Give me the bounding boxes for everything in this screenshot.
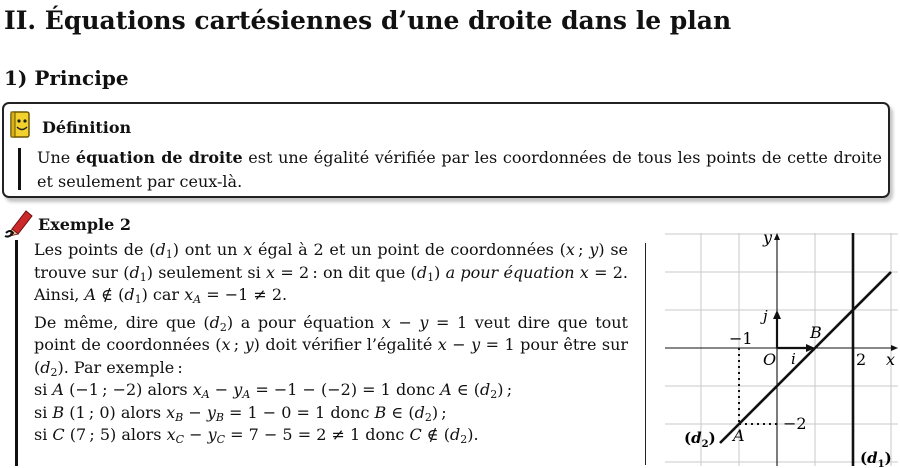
- point-a-label: A: [733, 426, 745, 445]
- example-paragraph-1: Les points de $(d_1)$ ont un x égal à 2 et un point de coordonnées (x ; y) se trouve sur $(d_1)$ seulement si x = 2 : on dit que $(d_1)$ a pour équation x = 2. Ainsi, A ∉ $(d_1)$ car $x_A = -1 \ne 2$.: [34, 240, 629, 306]
- y-axis-label: y: [763, 228, 773, 247]
- definition-bar: [18, 148, 21, 190]
- x-tick-label-2: 2: [856, 350, 867, 369]
- example-paragraph-2: De même, dire que $(d_2)$ a pour équation x − y = 1 veut dire que tout point de coordonnées (x ; y) doit vérifier l’égalité x − y = 1 pour être sur $(d_2)$. Par exemple :: [34, 312, 629, 379]
- line-d1-label: $(d_1)$: [860, 449, 892, 468]
- vector-i-label: i: [791, 350, 796, 368]
- book-icon: [8, 110, 32, 140]
- pencil-icon: [4, 207, 34, 239]
- tick-label-minus-1: −1: [729, 329, 753, 348]
- vector-j-arrowhead: [773, 310, 781, 319]
- example-heading: Exemple 2: [38, 215, 131, 234]
- definition-text-pre: Une: [37, 148, 76, 167]
- x-axis-label: x: [886, 350, 896, 369]
- definition-text-post: est une égalité vérifiée par les coordonnées de tous les points de cette droite et seulement par ceux-là.: [37, 148, 883, 191]
- line-d2-label: $(d_2)$: [684, 429, 716, 450]
- section-title: II. Équations cartésiennes d’une droite dans le plan: [4, 6, 732, 35]
- definition-body: [37, 146, 882, 194]
- example-text: [34, 239, 628, 447]
- definition-box: [2, 102, 890, 198]
- point-b-label: B: [810, 323, 822, 342]
- tick-label-minus-2: −2: [783, 414, 807, 433]
- example-bar: [15, 240, 18, 466]
- example-line-b: si B (1 ; 0) alors $x_B - y_B = 1 - 0 = 1$ donc B ∈ $(d_2)$ ;: [34, 402, 447, 424]
- origin-label: O: [763, 350, 777, 369]
- vector-j-label: j: [763, 307, 768, 325]
- subsection-title: 1) Principe: [4, 66, 129, 90]
- example-line-a: si A (−1 ; −2) alors $x_A - y_A = -1 - (-2) = 1$ donc A ∈ $(d_2)$ ;: [34, 380, 513, 401]
- coordinate-graph: [655, 225, 900, 468]
- definition-term: équation de droite: [75, 148, 243, 167]
- example-line-c: si C (7 ; 5) alors $x_C - y_C = 7 - 5 = 2 \ne 1$ donc C ∉ $(d_2)$.: [34, 425, 479, 446]
- column-separator: [645, 243, 646, 465]
- definition-heading: Définition: [42, 118, 132, 137]
